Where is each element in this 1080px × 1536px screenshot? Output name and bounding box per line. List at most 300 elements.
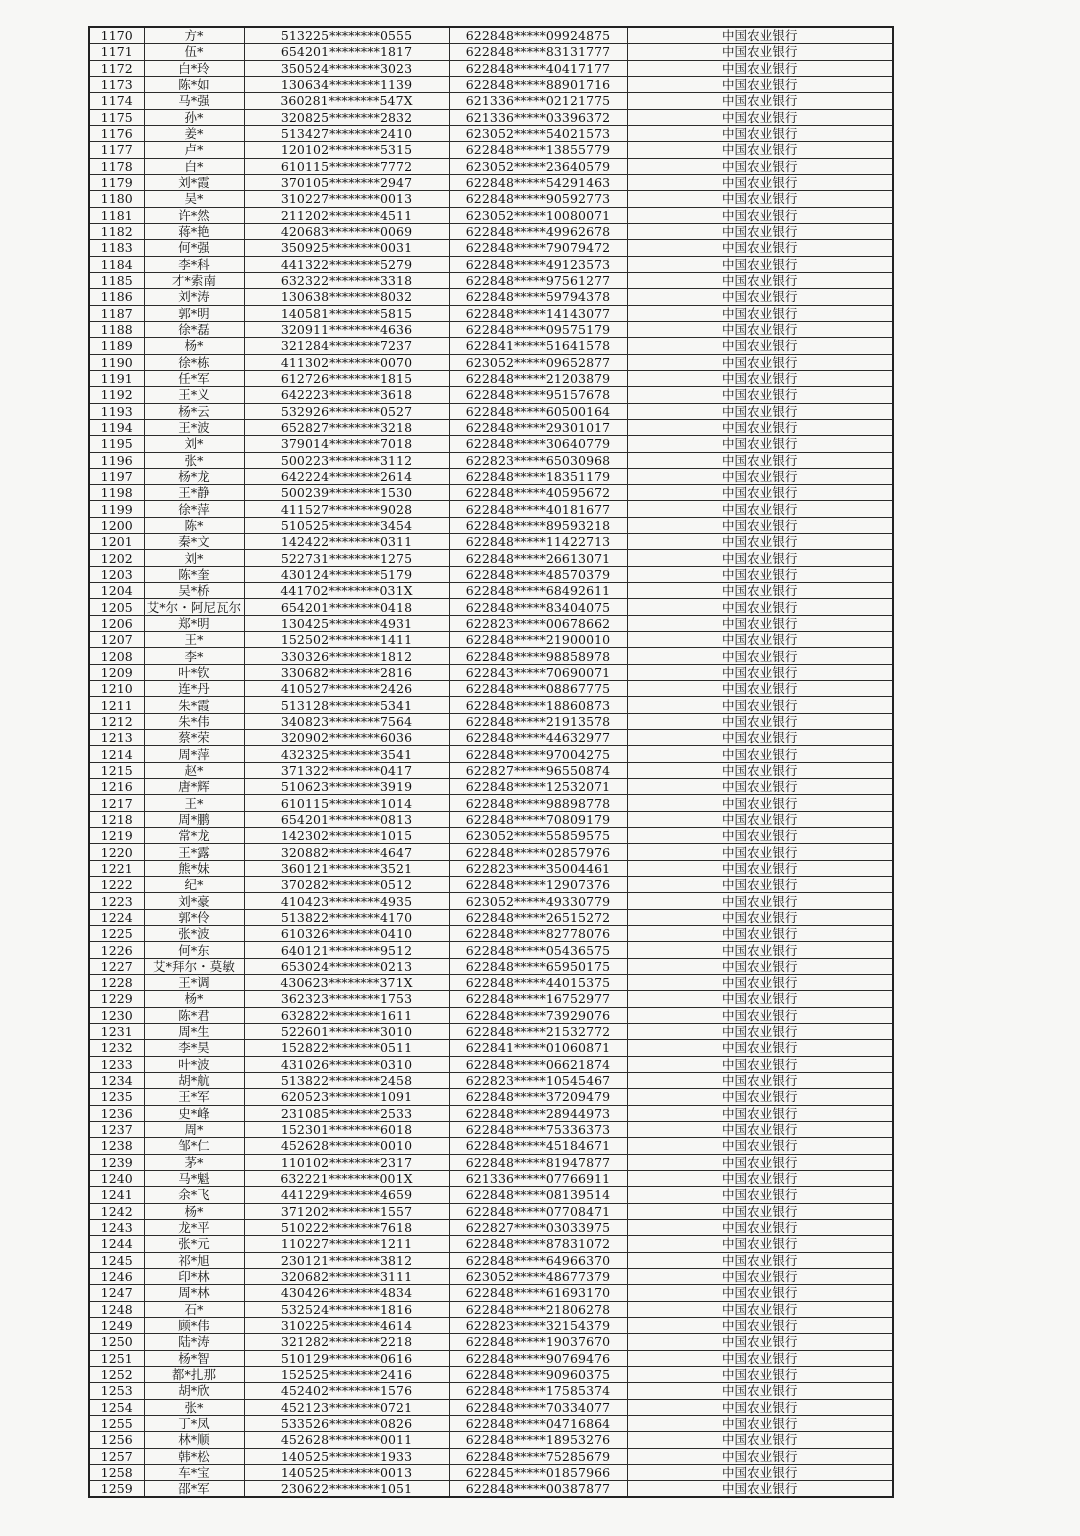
account-number-cell: 622848*****12907376 (449, 877, 627, 893)
id-number-cell: 430623********371X (244, 975, 449, 991)
table-row (89, 403, 893, 419)
name-cell: 蔡*荣 (144, 730, 244, 746)
row-number: 1171 (89, 44, 144, 60)
id-number-cell: 130638********8032 (244, 289, 449, 305)
row-number: 1174 (89, 93, 144, 109)
row-number: 1173 (89, 76, 144, 92)
table-row (89, 1383, 893, 1399)
row-number: 1183 (89, 240, 144, 256)
name-cell: 陆*涛 (144, 1334, 244, 1350)
row-number: 1185 (89, 272, 144, 288)
table-row (89, 1056, 893, 1072)
name-cell: 熊*妹 (144, 860, 244, 876)
account-number-cell: 622841*****51641578 (449, 338, 627, 354)
id-number-cell: 152525********2416 (244, 1366, 449, 1382)
table-row (89, 1432, 893, 1448)
name-cell: 王*军 (144, 1089, 244, 1105)
account-number-cell: 622848*****06621874 (449, 1056, 627, 1072)
name-cell: 周*生 (144, 1023, 244, 1039)
bank-name-cell: 中国农业银行 (627, 1464, 893, 1480)
account-number-cell: 622848*****54291463 (449, 174, 627, 190)
name-cell: 任*军 (144, 370, 244, 386)
bank-name-cell: 中国农业银行 (627, 942, 893, 958)
bank-name-cell: 中国农业银行 (627, 256, 893, 272)
id-number-cell: 340823********7564 (244, 713, 449, 729)
bank-name-cell: 中国农业银行 (627, 76, 893, 92)
row-number: 1219 (89, 828, 144, 844)
account-number-cell: 622827*****03033975 (449, 1219, 627, 1235)
bank-name-cell: 中国农业银行 (627, 419, 893, 435)
id-number-cell: 320911********4636 (244, 321, 449, 337)
table-row (89, 1448, 893, 1464)
bank-name-cell: 中国农业银行 (627, 1268, 893, 1284)
bank-name-cell: 中国农业银行 (627, 1334, 893, 1350)
id-number-cell: 371322********0417 (244, 762, 449, 778)
table-row (89, 517, 893, 533)
row-number: 1170 (89, 27, 144, 44)
id-number-cell: 653024********0213 (244, 958, 449, 974)
row-number: 1206 (89, 615, 144, 631)
table-row (89, 1170, 893, 1186)
bank-name-cell: 中国农业银行 (627, 305, 893, 321)
bank-name-cell: 中国农业银行 (627, 746, 893, 762)
row-number: 1224 (89, 909, 144, 925)
id-number-cell: 654201********0418 (244, 599, 449, 615)
table-row (89, 550, 893, 566)
account-number-cell: 622848*****90960375 (449, 1366, 627, 1382)
bank-name-cell: 中国农业银行 (627, 436, 893, 452)
name-cell: 印*林 (144, 1268, 244, 1284)
table-row (89, 419, 893, 435)
account-number-cell: 622823*****10545467 (449, 1072, 627, 1088)
id-number-cell: 654201********0813 (244, 811, 449, 827)
id-number-cell: 652827********3218 (244, 419, 449, 435)
row-number: 1213 (89, 730, 144, 746)
row-number: 1212 (89, 713, 144, 729)
table-row (89, 1285, 893, 1301)
name-cell: 伍* (144, 44, 244, 60)
account-number-cell: 622848*****98898778 (449, 795, 627, 811)
name-cell: 王*露 (144, 844, 244, 860)
id-number-cell: 513822********4170 (244, 909, 449, 925)
table-row (89, 485, 893, 501)
name-cell: 何*强 (144, 240, 244, 256)
table-row (89, 1072, 893, 1088)
id-number-cell: 612726********1815 (244, 370, 449, 386)
row-number: 1177 (89, 142, 144, 158)
table-row (89, 174, 893, 190)
bank-name-cell: 中国农业银行 (627, 877, 893, 893)
row-number: 1187 (89, 305, 144, 321)
name-cell: 杨*龙 (144, 468, 244, 484)
table-row (89, 1007, 893, 1023)
table-row (89, 762, 893, 778)
id-number-cell: 370282********0512 (244, 877, 449, 893)
table-row (89, 1350, 893, 1366)
account-number-cell: 622848*****82778076 (449, 926, 627, 942)
table-row (89, 1481, 893, 1498)
bank-name-cell: 中国农业银行 (627, 109, 893, 125)
account-number-cell: 622848*****17585374 (449, 1383, 627, 1399)
row-number: 1180 (89, 191, 144, 207)
id-number-cell: 360121********3521 (244, 860, 449, 876)
account-number-cell: 622848*****29301017 (449, 419, 627, 435)
name-cell: 徐*栋 (144, 354, 244, 370)
account-number-cell: 622848*****19037670 (449, 1334, 627, 1350)
id-number-cell: 320825********2832 (244, 109, 449, 125)
account-number-cell: 622848*****00387877 (449, 1481, 627, 1498)
id-number-cell: 140581********5815 (244, 305, 449, 321)
row-number: 1199 (89, 501, 144, 517)
table-row (89, 76, 893, 92)
id-number-cell: 330682********2816 (244, 664, 449, 680)
name-cell: 方* (144, 27, 244, 44)
id-number-cell: 350925********0031 (244, 240, 449, 256)
bank-name-cell: 中国农业银行 (627, 1317, 893, 1333)
name-cell: 常*龙 (144, 828, 244, 844)
row-number: 1214 (89, 746, 144, 762)
account-number-cell: 622848*****70334077 (449, 1399, 627, 1415)
id-number-cell: 230622********1051 (244, 1481, 449, 1498)
row-number: 1193 (89, 403, 144, 419)
account-number-cell: 622848*****16752977 (449, 991, 627, 1007)
account-number-cell: 623052*****48677379 (449, 1268, 627, 1284)
id-number-cell: 654201********1817 (244, 44, 449, 60)
table-row (89, 664, 893, 680)
name-cell: 胡*航 (144, 1072, 244, 1088)
row-number: 1201 (89, 534, 144, 550)
row-number: 1255 (89, 1415, 144, 1431)
table-row (89, 1203, 893, 1219)
id-number-cell: 130634********1139 (244, 76, 449, 92)
table-row (89, 534, 893, 550)
account-number-cell: 622848*****07708471 (449, 1203, 627, 1219)
id-number-cell: 110227********1211 (244, 1236, 449, 1252)
name-cell: 杨* (144, 338, 244, 354)
id-number-cell: 371202********1557 (244, 1203, 449, 1219)
row-number: 1232 (89, 1040, 144, 1056)
name-cell: 卢* (144, 142, 244, 158)
bank-name-cell: 中国农业银行 (627, 501, 893, 517)
row-number: 1208 (89, 648, 144, 664)
bank-name-cell: 中国农业银行 (627, 1056, 893, 1072)
id-number-cell: 441229********4659 (244, 1187, 449, 1203)
account-number-cell: 622848*****21900010 (449, 632, 627, 648)
bank-name-cell: 中国农业银行 (627, 828, 893, 844)
account-number-cell: 622848*****65950175 (449, 958, 627, 974)
bank-name-cell: 中国农业银行 (627, 1415, 893, 1431)
bank-name-cell: 中国农业银行 (627, 517, 893, 533)
id-number-cell: 420683********0069 (244, 223, 449, 239)
name-cell: 陈*君 (144, 1007, 244, 1023)
bank-name-cell: 中国农业银行 (627, 60, 893, 76)
account-number-cell: 622848*****30640779 (449, 436, 627, 452)
table-row (89, 958, 893, 974)
account-number-cell: 622848*****95157678 (449, 387, 627, 403)
account-number-cell: 622845*****01857966 (449, 1464, 627, 1480)
id-number-cell: 513225********0555 (244, 27, 449, 44)
row-number: 1250 (89, 1334, 144, 1350)
account-number-cell: 622848*****14143077 (449, 305, 627, 321)
table-row (89, 779, 893, 795)
name-cell: 连*丹 (144, 681, 244, 697)
bank-name-cell: 中国农业银行 (627, 844, 893, 860)
table-row (89, 93, 893, 109)
bank-name-cell: 中国农业银行 (627, 550, 893, 566)
row-number: 1251 (89, 1350, 144, 1366)
table-row (89, 501, 893, 517)
account-number-cell: 622848*****64966370 (449, 1252, 627, 1268)
bank-name-cell: 中国农业银行 (627, 958, 893, 974)
id-number-cell: 620523********1091 (244, 1089, 449, 1105)
name-cell: 陈*奎 (144, 566, 244, 582)
account-number-cell: 622848*****09575179 (449, 321, 627, 337)
name-cell: 顾*伟 (144, 1317, 244, 1333)
name-cell: 杨* (144, 991, 244, 1007)
table-row (89, 991, 893, 1007)
name-cell: 才*索南 (144, 272, 244, 288)
row-number: 1222 (89, 877, 144, 893)
id-number-cell: 321284********7237 (244, 338, 449, 354)
id-number-cell: 522601********3010 (244, 1023, 449, 1039)
table-body (89, 27, 893, 1497)
id-number-cell: 533526********0826 (244, 1415, 449, 1431)
bank-name-cell: 中国农业银行 (627, 909, 893, 925)
table-row (89, 207, 893, 223)
table-row (89, 436, 893, 452)
bank-name-cell: 中国农业银行 (627, 1187, 893, 1203)
id-number-cell: 642224********2614 (244, 468, 449, 484)
account-number-cell: 622848*****05436575 (449, 942, 627, 958)
account-number-cell: 622848*****73929076 (449, 1007, 627, 1023)
id-number-cell: 441322********5279 (244, 256, 449, 272)
table-row (89, 893, 893, 909)
table-row (89, 909, 893, 925)
bank-name-cell: 中国农业银行 (627, 370, 893, 386)
id-number-cell: 610115********7772 (244, 158, 449, 174)
account-number-cell: 622848*****75285679 (449, 1448, 627, 1464)
bank-name-cell: 中国农业银行 (627, 730, 893, 746)
name-cell: 刘*霞 (144, 174, 244, 190)
row-number: 1204 (89, 583, 144, 599)
bank-name-cell: 中国农业银行 (627, 142, 893, 158)
name-cell: 车*宝 (144, 1464, 244, 1480)
bank-name-cell: 中国农业银行 (627, 1170, 893, 1186)
bank-name-cell: 中国农业银行 (627, 354, 893, 370)
table-row (89, 321, 893, 337)
id-number-cell: 513822********2458 (244, 1072, 449, 1088)
id-number-cell: 510222********7618 (244, 1219, 449, 1235)
bank-name-cell: 中国农业银行 (627, 615, 893, 631)
table-row (89, 44, 893, 60)
bank-name-cell: 中国农业银行 (627, 1121, 893, 1137)
id-number-cell: 441702********031X (244, 583, 449, 599)
bank-name-cell: 中国农业银行 (627, 681, 893, 697)
id-number-cell: 510623********3919 (244, 779, 449, 795)
bank-name-cell: 中国农业银行 (627, 713, 893, 729)
table-row (89, 1399, 893, 1415)
table-row (89, 468, 893, 484)
bank-name-cell: 中国农业银行 (627, 289, 893, 305)
bank-name-cell: 中国农业银行 (627, 926, 893, 942)
table-row (89, 256, 893, 272)
id-number-cell: 431026********0310 (244, 1056, 449, 1072)
id-number-cell: 310225********4614 (244, 1317, 449, 1333)
table-row (89, 1138, 893, 1154)
bank-name-cell: 中国农业银行 (627, 1154, 893, 1170)
row-number: 1198 (89, 485, 144, 501)
account-number-cell: 622848*****81947877 (449, 1154, 627, 1170)
row-number: 1203 (89, 566, 144, 582)
id-number-cell: 152301********6018 (244, 1121, 449, 1137)
account-number-cell: 622848*****21532772 (449, 1023, 627, 1039)
name-cell: 周*鹏 (144, 811, 244, 827)
name-cell: 韩*松 (144, 1448, 244, 1464)
bank-name-cell: 中国农业银行 (627, 632, 893, 648)
table-row (89, 1301, 893, 1317)
row-number: 1190 (89, 354, 144, 370)
name-cell: 郭*伶 (144, 909, 244, 925)
id-number-cell: 513427********2410 (244, 125, 449, 141)
id-number-cell: 320882********4647 (244, 844, 449, 860)
id-number-cell: 320902********6036 (244, 730, 449, 746)
row-number: 1178 (89, 158, 144, 174)
recipient-table (88, 26, 894, 1498)
account-number-cell: 622848*****18860873 (449, 697, 627, 713)
table-row (89, 975, 893, 991)
table-row (89, 272, 893, 288)
table-row (89, 795, 893, 811)
account-number-cell: 622848*****90592773 (449, 191, 627, 207)
name-cell: 陈*如 (144, 76, 244, 92)
bank-name-cell: 中国农业银行 (627, 1350, 893, 1366)
row-number: 1231 (89, 1023, 144, 1039)
account-number-cell: 622848*****04716864 (449, 1415, 627, 1431)
id-number-cell: 110102********2317 (244, 1154, 449, 1170)
bank-name-cell: 中国农业银行 (627, 191, 893, 207)
account-number-cell: 623052*****23640579 (449, 158, 627, 174)
bank-name-cell: 中国农业银行 (627, 207, 893, 223)
bank-name-cell: 中国农业银行 (627, 1383, 893, 1399)
name-cell: 姜* (144, 125, 244, 141)
name-cell: 叶*波 (144, 1056, 244, 1072)
account-number-cell: 622848*****37209479 (449, 1089, 627, 1105)
row-number: 1235 (89, 1089, 144, 1105)
row-number: 1188 (89, 321, 144, 337)
name-cell: 徐*磊 (144, 321, 244, 337)
row-number: 1242 (89, 1203, 144, 1219)
row-number: 1223 (89, 893, 144, 909)
name-cell: 刘* (144, 436, 244, 452)
account-number-cell: 623052*****10080071 (449, 207, 627, 223)
bank-name-cell: 中国农业银行 (627, 1040, 893, 1056)
table-row (89, 811, 893, 827)
name-cell: 周* (144, 1121, 244, 1137)
bank-name-cell: 中国农业银行 (627, 272, 893, 288)
name-cell: 赵* (144, 762, 244, 778)
bank-name-cell: 中国农业银行 (627, 1236, 893, 1252)
name-cell: 杨*智 (144, 1350, 244, 1366)
row-number: 1209 (89, 664, 144, 680)
name-cell: 丁*凤 (144, 1415, 244, 1431)
name-cell: 林*顺 (144, 1432, 244, 1448)
table-row (89, 1268, 893, 1284)
bank-name-cell: 中国农业银行 (627, 158, 893, 174)
name-cell: 许*然 (144, 207, 244, 223)
account-number-cell: 622848*****08867775 (449, 681, 627, 697)
account-number-cell: 622848*****12532071 (449, 779, 627, 795)
bank-name-cell: 中国农业银行 (627, 811, 893, 827)
row-number: 1240 (89, 1170, 144, 1186)
name-cell: 艾*尔・阿尼瓦尔 (144, 599, 244, 615)
table-row (89, 1317, 893, 1333)
name-cell: 王* (144, 795, 244, 811)
row-number: 1210 (89, 681, 144, 697)
row-number: 1248 (89, 1301, 144, 1317)
table-row (89, 27, 893, 44)
name-cell: 王*波 (144, 419, 244, 435)
table-row (89, 60, 893, 76)
account-number-cell: 622823*****65030968 (449, 452, 627, 468)
bank-name-cell: 中国农业银行 (627, 452, 893, 468)
row-number: 1256 (89, 1432, 144, 1448)
row-number: 1257 (89, 1448, 144, 1464)
row-number: 1216 (89, 779, 144, 795)
row-number: 1245 (89, 1252, 144, 1268)
id-number-cell: 632221********001X (244, 1170, 449, 1186)
bank-name-cell: 中国农业银行 (627, 223, 893, 239)
bank-name-cell: 中国农业银行 (627, 893, 893, 909)
name-cell: 艾*拜尔・莫敏 (144, 958, 244, 974)
row-number: 1252 (89, 1366, 144, 1382)
bank-name-cell: 中国农业银行 (627, 240, 893, 256)
account-number-cell: 622848*****87831072 (449, 1236, 627, 1252)
table-row (89, 158, 893, 174)
bank-name-cell: 中国农业银行 (627, 1089, 893, 1105)
name-cell: 唐*辉 (144, 779, 244, 795)
account-number-cell: 622823*****32154379 (449, 1317, 627, 1333)
account-number-cell: 623052*****55859575 (449, 828, 627, 844)
row-number: 1217 (89, 795, 144, 811)
id-number-cell: 452123********0721 (244, 1399, 449, 1415)
name-cell: 杨*云 (144, 403, 244, 419)
table-row (89, 109, 893, 125)
table-row (89, 713, 893, 729)
bank-name-cell: 中国农业银行 (627, 1072, 893, 1088)
account-number-cell: 622827*****96550874 (449, 762, 627, 778)
row-number: 1189 (89, 338, 144, 354)
table-row (89, 142, 893, 158)
name-cell: 龙*平 (144, 1219, 244, 1235)
name-cell: 都*扎那 (144, 1366, 244, 1382)
id-number-cell: 140525********0013 (244, 1464, 449, 1480)
account-number-cell: 623052*****49330779 (449, 893, 627, 909)
id-number-cell: 410423********4935 (244, 893, 449, 909)
name-cell: 孙* (144, 109, 244, 125)
account-number-cell: 622848*****26613071 (449, 550, 627, 566)
account-number-cell: 622848*****79079472 (449, 240, 627, 256)
bank-name-cell: 中国农业银行 (627, 697, 893, 713)
row-number: 1196 (89, 452, 144, 468)
account-number-cell: 621336*****07766911 (449, 1170, 627, 1186)
row-number: 1184 (89, 256, 144, 272)
name-cell: 周*林 (144, 1285, 244, 1301)
id-number-cell: 211202********4511 (244, 207, 449, 223)
name-cell: 邵*军 (144, 1481, 244, 1498)
name-cell: 石* (144, 1301, 244, 1317)
bank-name-cell: 中国农业银行 (627, 1023, 893, 1039)
id-number-cell: 411527********9028 (244, 501, 449, 517)
